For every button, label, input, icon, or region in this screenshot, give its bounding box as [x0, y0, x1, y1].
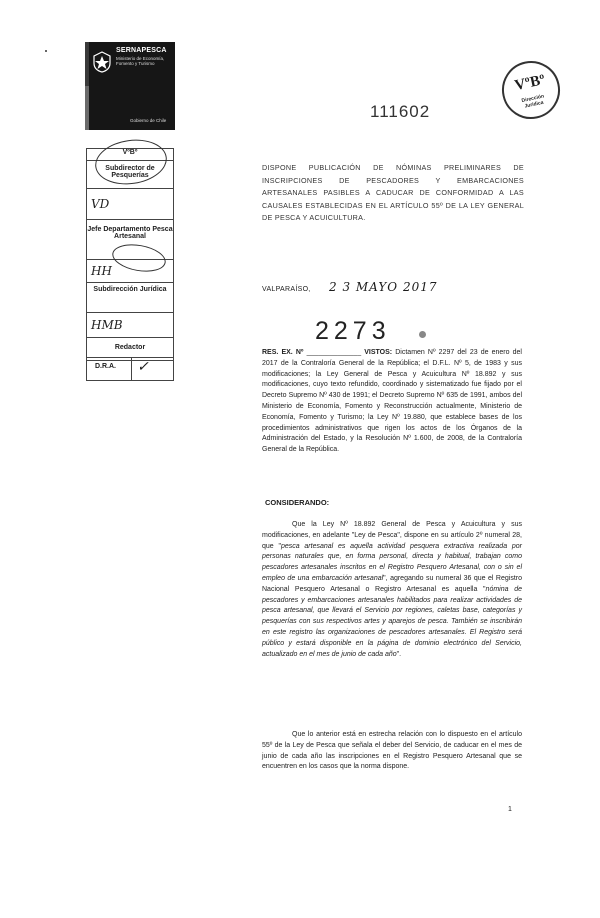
redactor-cell: Redactor: [87, 338, 173, 361]
page-number: 1: [508, 806, 512, 813]
org-name: SERNAPESCA: [116, 47, 167, 54]
resolution-number: 2273: [315, 317, 391, 345]
jefe-depto-cell: Jefe Departamento Pesca Artesanal: [87, 220, 173, 260]
stamp-title: VºBº: [513, 72, 547, 95]
signature-hmb: HMB: [87, 313, 173, 338]
sub-pesquerias-cell: Subdirector de Pesquerías: [87, 161, 173, 189]
ink-dot: [419, 331, 426, 338]
stamp-subtitle: Dirección Jurídica: [521, 93, 545, 110]
res-blank: ______________: [306, 349, 362, 356]
vistos-paragraph: [262, 348, 522, 456]
divider: [131, 358, 132, 380]
dra-label: D.R.A.: [95, 363, 116, 370]
vistos-text: Dictamen Nº 2297 del 23 de enero del 2017 de la Contraloría General de la República; el D.F.L. Nº 5, de 1983 y sus modificaciones; la Ley General de Pesca y Acuicultura Nº 18.892 y sus modificaciones, cuyo texto refundido, coordinado y sistematizado fue fijado por el Decreto Supremo Nº 430 de 1991; el Decreto Supremo Nº 635 de 1991, ambos del Ministerio de Economía, Fomento y Reconstrucción actualmente, Ministerio de Economía, Fomento y Turismo; la Ley Nº 19.880, que establece bases de los procedimientos administrativos que rigen los actos de los Órganos de la Administración del Estado, y la Resolución Nº 1.600, de 2008, de la Contraloría General de la República.: [262, 349, 522, 454]
org-subtitle: Ministerio de Economía, Fomento y Turismo: [116, 56, 165, 66]
res-label: RES. EX. Nº: [262, 349, 304, 356]
vb-juridica-stamp: [497, 56, 566, 125]
dra-check-mark: ✓: [137, 359, 149, 375]
gobierno-label: Gobierno de Chile: [130, 118, 167, 123]
considerando-paragraph-1: Que la Ley Nº 18.892 General de Pesca y Acuicultura y sus modificaciones, en adelante "Ley de Pesca", dispone en su artículo 2º numeral 28, que "pesca artesanal es aquella actividad pesquera extractiva realizada por personas naturales que, en forma personal, directa y habitual, trabajan como pescadores artesanales inscritos en el Registro Pesquero Artesanal, con o sin el empleo de una embarcación artesanal", agregando su numeral 36 que el Registro Nacional Pesquero Artesanal o Registro Artesanal es aquella "nómina de pescadores y embarcaciones artesanales habilitados para realizar actividades de pesca artesanal, que llevará el Servicio por regiones, caletas base, categorías y pesquerías con sus respectivos artes y aparejos de pesca. También se inscribirán en este registro las organizaciones de pescadores artesanales. El Registro será público y estará disponible en la página de dominio electrónico del Servicio, actualizado en el mes de junio de cada año".: [262, 521, 523, 658]
signature-hh: HH: [87, 260, 173, 283]
dispone-heading: DISPONE PUBLICACIÓN DE NÓMINAS PRELIMINARES DE INSCRIPCIONES DE PESCADORES Y EMBARCACIONES ARTESANALES PASIBLES A CADUCAR DE CONFORMIDAD A LAS CAUSALES ESTABLECIDAS EN EL ARTÍCULO 55º DE LA LEY GENERAL DE PESCA Y ACUICULTURA.: [262, 163, 524, 222]
coat-of-arms-icon: [91, 50, 113, 74]
considerando-heading: CONSIDERANDO:: [265, 498, 330, 507]
flag-stripe: [85, 42, 89, 86]
flag-stripe: [85, 86, 89, 130]
considerando-paragraph-2: Que lo anterior está en estrecha relación con lo dispuesto en el artículo 55º de la Ley de Pesca que señala el deber del Servicio, de caducar en el mes de junio de cada año las inscripciones en el Registro Pesquero Artesanal que se encuentren en los casos que la norma dispone.: [262, 731, 522, 771]
vistos-label: VISTOS:: [364, 349, 393, 356]
dra-row: [86, 357, 174, 381]
sernapesca-logo: [85, 42, 175, 130]
vb-label: VºBº: [87, 149, 173, 161]
scan-speck: [45, 50, 47, 52]
place-label: VALPARAÍSO,: [262, 286, 311, 293]
signature-vd: VD: [87, 189, 173, 220]
date-stamp: 2 3 MAYO 2017: [329, 280, 438, 294]
top-number: 111602: [370, 102, 431, 121]
sub-juridica-cell: Subdirección Jurídica: [87, 283, 173, 313]
